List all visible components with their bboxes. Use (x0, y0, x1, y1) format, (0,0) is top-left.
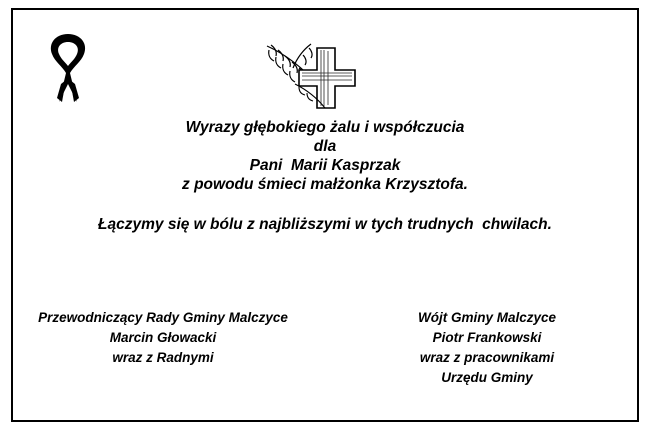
signature-left-line-3: wraz z Radnymi (112, 350, 214, 365)
closing-line-1: Łączymy się w bólu z najbliższymi w tych trudnych chwilach. (98, 216, 552, 233)
signature-right (325, 308, 639, 388)
mourning-ribbon-icon (35, 28, 101, 106)
signature-right-line-4: Urzędu Gminy (441, 370, 533, 385)
signature-left-line-2: Marcin Głowacki (109, 330, 217, 345)
cross-with-palm-leaves-icon (255, 38, 385, 113)
condolence-closing (0, 215, 650, 234)
message-line-1: Wyrazy głębokiego żalu i współczucia (185, 119, 465, 136)
condolence-message (0, 118, 650, 194)
signature-right-line-1: Wójt Gminy Malczyce (417, 310, 557, 325)
signature-right-line-2: Piotr Frankowski (432, 330, 542, 345)
message-line-4: z powodu śmieci małżonka Krzysztofa. (182, 176, 468, 193)
signature-block (11, 308, 639, 388)
signature-right-line-3: wraz z pracownikami (419, 350, 555, 365)
message-line-2: dla (313, 138, 337, 155)
signature-left (11, 308, 325, 388)
signature-left-line-1: Przewodniczący Rady Gminy Malczyce (38, 310, 288, 325)
message-line-3: Pani Marii Kasprzak (249, 157, 401, 174)
